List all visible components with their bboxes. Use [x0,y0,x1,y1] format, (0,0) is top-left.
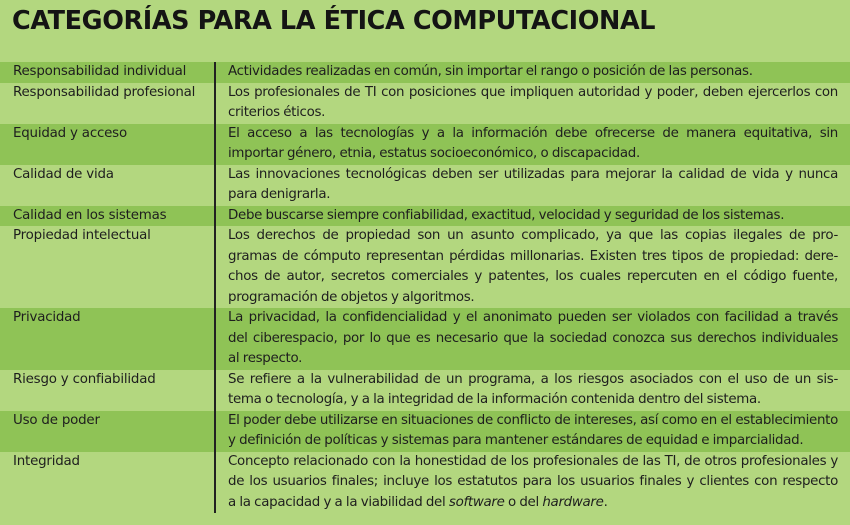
table-row [0,370,850,411]
table-row [0,165,850,206]
description-line: Se refiere a la vulnerabilidad de un programa, a los riesgos asociados con el uso de un sis- [228,371,838,387]
description-line: La privacidad, la confidencialidad y el anonimato pueden ser violados con facilidad a través [228,310,838,325]
category-description [216,83,850,124]
category-term: Uso de poder [13,412,100,428]
table-row [0,308,850,370]
category-description [216,452,850,514]
table-row [0,452,850,514]
description-line: criterios éticos. [228,105,326,120]
table-row [0,83,850,124]
category-term: Propiedad intelectual [13,228,151,243]
category-description [216,308,850,370]
table-row [0,226,850,308]
description-line: chos de autor, secretos comerciales y patentes, los cuales repercuten en el código fuente, [228,269,838,284]
description-line: El poder debe utilizarse en situaciones de conflicto de intereses, así como en el establecimiento [228,412,838,428]
description-line: tema o tecnología, y a la integridad de la información contenida dentro del sistema. [228,392,761,407]
table-row [0,62,850,83]
category-description [216,206,850,227]
italic-term: hardware [542,494,604,510]
description-line: gramas de cómputo representan pérdidas millonarias. Existen tres tipos de propiedad: dere- [228,248,838,264]
description-line: para denigrarla. [228,187,331,202]
category-description [216,62,850,83]
description-line: Los profesionales de TI con posiciones que impliquen autoridad y poder, deben ejercerlos con [228,84,838,100]
category-term: Responsabilidad individual [13,64,187,79]
description-line: Debe buscarse siempre confiabilidad, exactitud, velocidad y seguridad de los sistemas. [228,207,785,223]
category-term: Calidad de vida [13,166,114,182]
description-line: y definición de políticas y sistemas para mantener estándares de equidad e imparcialidad. [228,433,804,448]
description-line: Actividades realizadas en común, sin importar el rango o posición de las personas. [228,64,753,79]
category-term: Privacidad [13,310,81,325]
category-term: Equidad y acceso [13,125,127,141]
italic-term: software [448,494,505,510]
table-row [0,411,850,452]
category-term: Responsabilidad profesional [13,84,196,100]
description-line: del ciberespacio, por lo que es necesario que la sociedad conozca sus derechos individuales [228,330,838,346]
category-description [216,226,850,308]
description-line: Las innovaciones tecnológicas deben ser utilizadas para mejorar la calidad de vida y nunca [228,166,838,182]
category-description [216,411,850,452]
description-line: importar género, etnia, estatus socioeconómico, o discapacidad. [228,146,640,161]
category-term: Calidad en los sistemas [13,207,167,223]
table-row [0,206,850,227]
category-description [216,124,850,165]
category-description [216,165,850,206]
description-line: Los derechos de propiedad son un asunto complicado, ya que las copias ilegales de pro- [228,228,838,243]
description-line: de los usuarios finales; incluye los estatutos para los usuarios finales y clientes con respecto [228,474,838,489]
description-line: Concepto relacionado con la honestidad de los profesionales de las TI, de otros profesionales y [228,453,838,469]
table-row [0,124,850,165]
category-term: Riesgo y confiabilidad [13,371,156,387]
description-line: al respecto. [228,351,303,366]
page-title: CATEGORÍAS PARA LA ÉTICA COMPUTACIONAL [12,6,656,36]
categories-table [0,62,850,513]
description-line: a la capacidad y a la viabilidad del software o del hardware. [228,494,608,510]
description-line: El acceso a las tecnologías y a la información debe ofrecerse de manera equitativa, sin [228,125,838,141]
description-line: programación de objetos y algoritmos. [228,289,475,305]
category-description [216,370,850,411]
category-term: Integridad [13,453,80,469]
